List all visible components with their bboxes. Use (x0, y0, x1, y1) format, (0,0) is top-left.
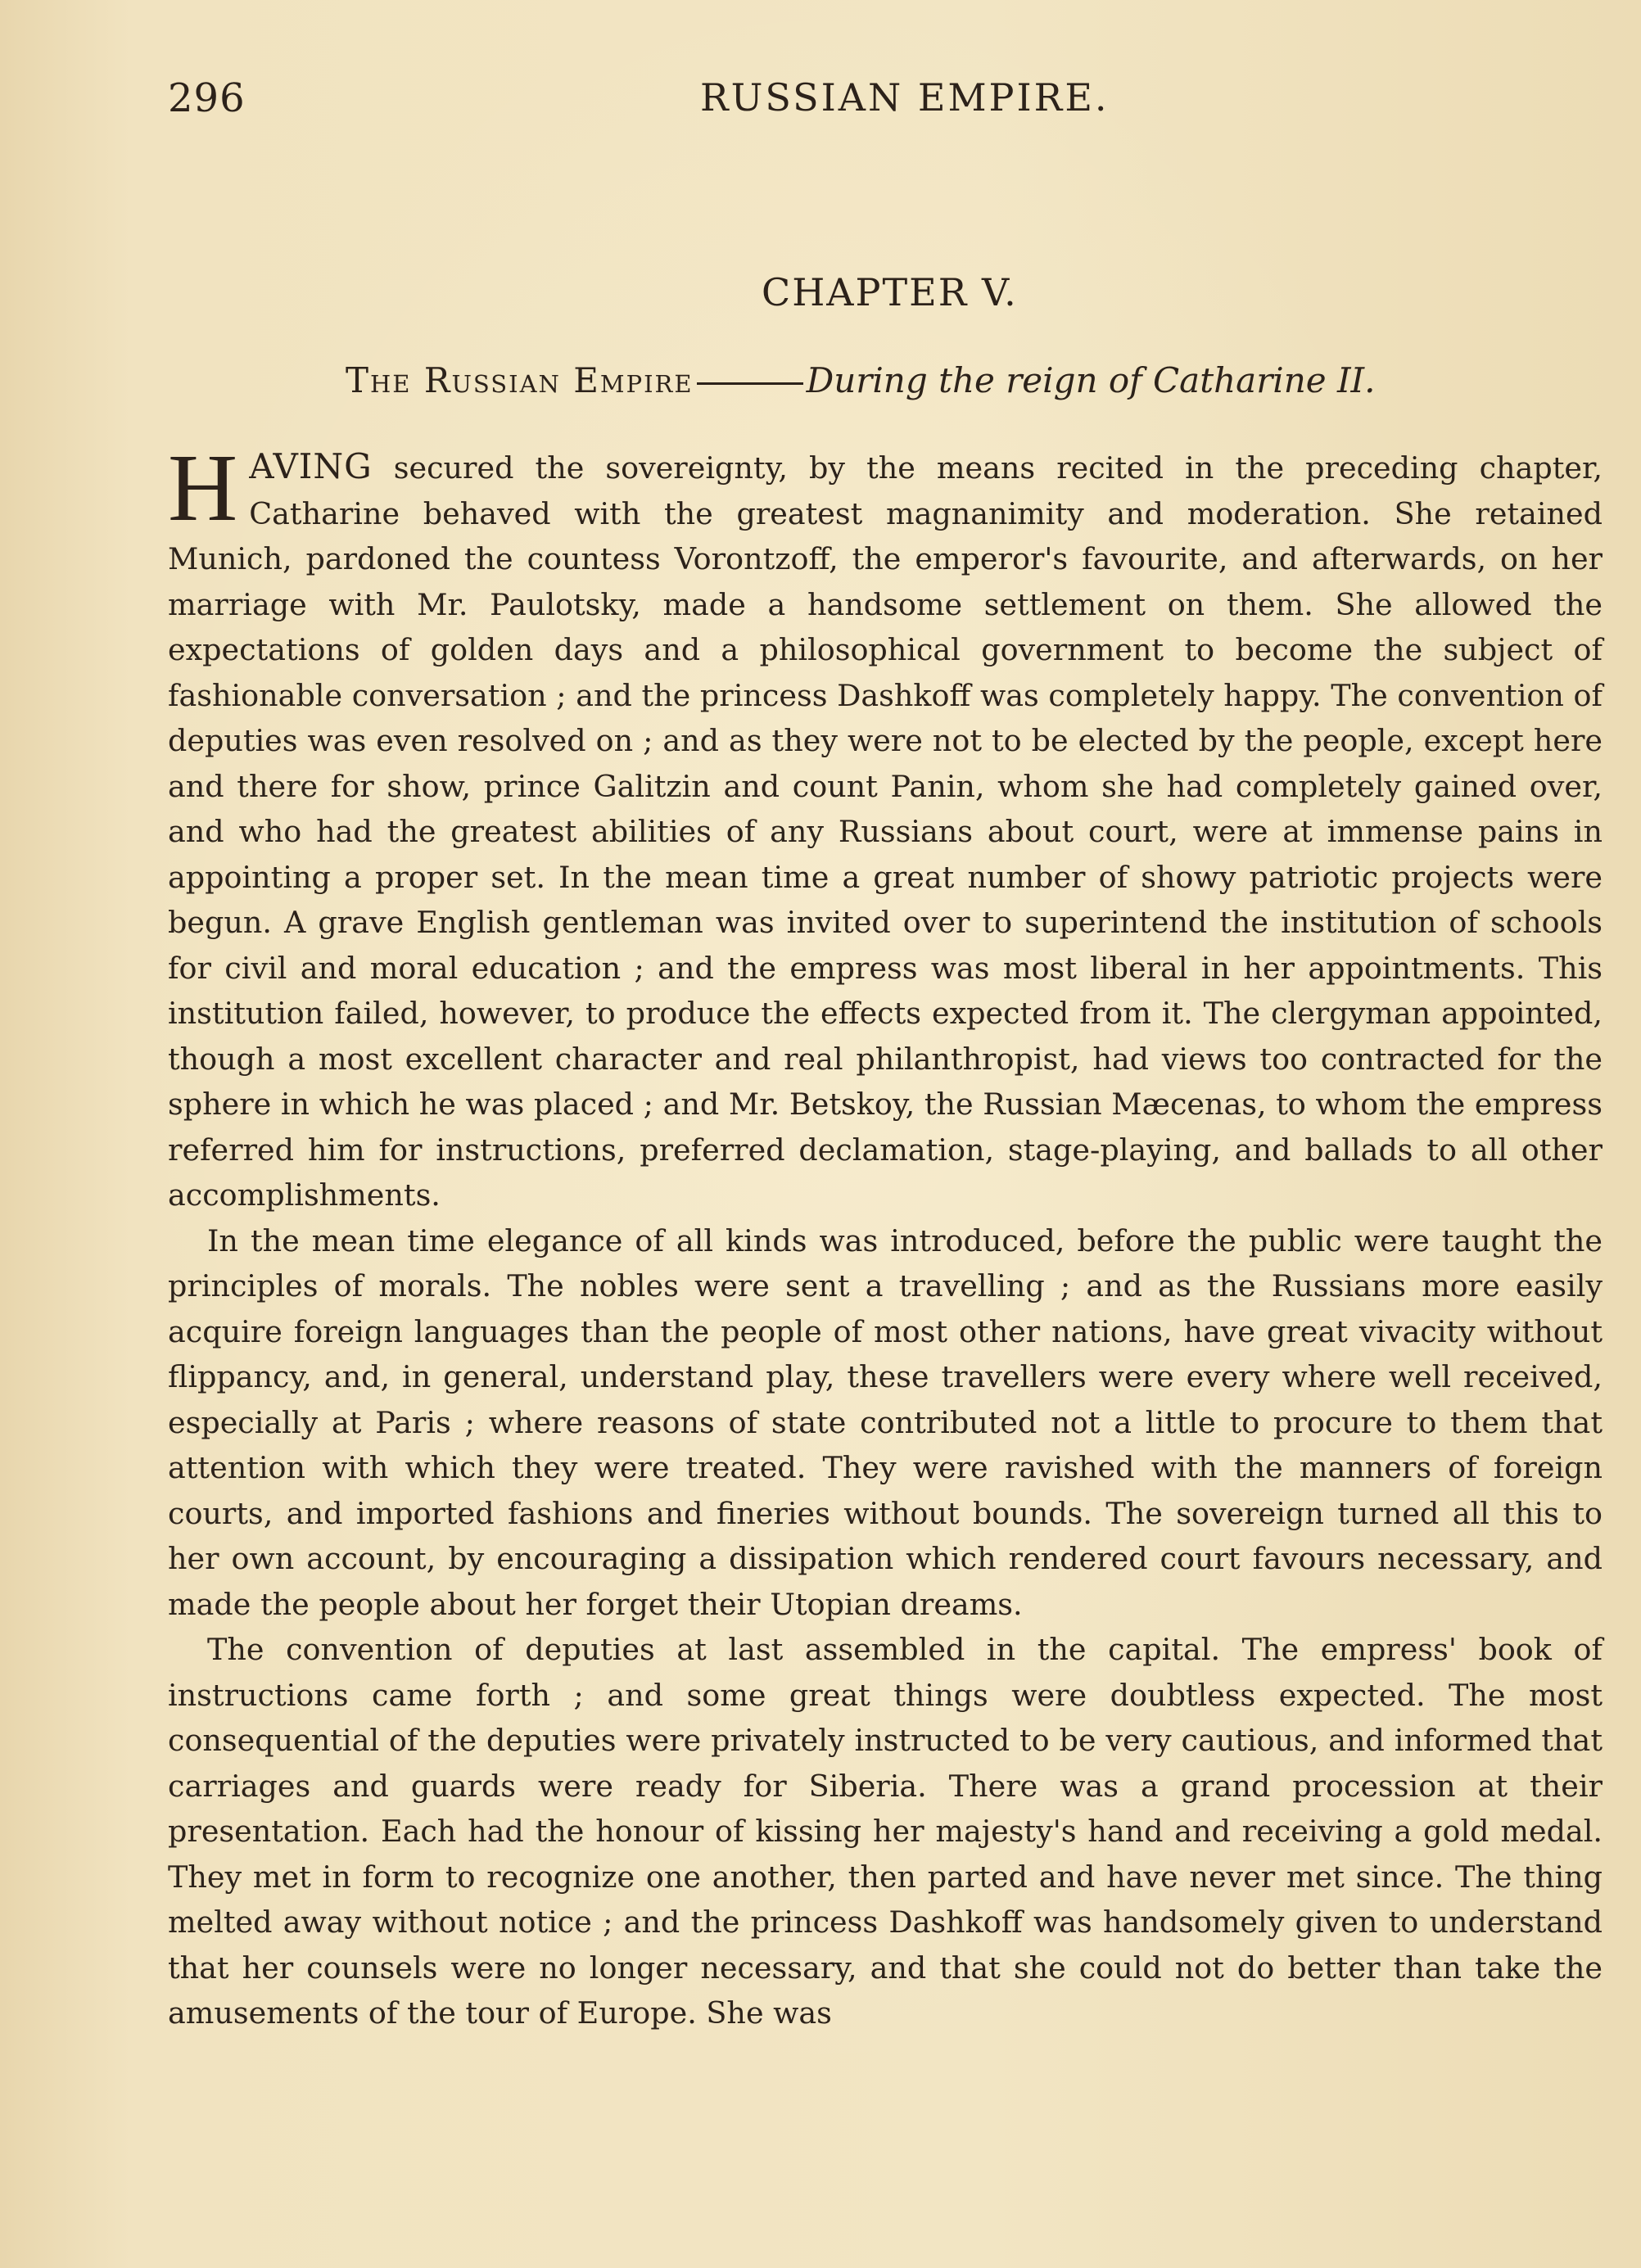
body-text (168, 434, 1603, 2036)
paragraph-2: In the mean time elegance of all kinds was introduced, before the public were taught the principles of morals. The nobles were sent a travelling ; and as the Russians more easily acquire foreign languages than the people of most other nations, have great vivacity without flippancy, and, in general, understand play, these travellers were every where well received, especially at Paris ; where reasons of state contributed not a little to procure to them that attention with which they were treated. They were ravished with the manners of foreign courts, and imported fashions and fineries without bounds. The sovereign turned all this to her own account, by encouraging a dissipation which rendered court favours necessary, and made the people about her forget their Utopian dreams. (168, 1222, 1603, 1622)
chapter-title: CHAPTER V. (762, 270, 1018, 314)
paragraph-3: The convention of deputies at last assembled in the capital. The empress' book of instructions came forth ; and some great things were doubtless expected. The most consequential of the deputies were privately instructed to be very cautious, and informed that carriages and guards were ready for Siberia. There was a grand procession at their presentation. Each had the honour of kissing her majesty's hand and receiving a gold medal. They met in form to recognize one another, then parted and have never met since. The thing melted away without notice ; and the princess Dashkoff was handsomely given to understand that her counsels were no longer necessary, and that she could not do better than take the amusements of the tour of Europe. She was (168, 1632, 1603, 2031)
paragraph-1-lead: AVING (249, 446, 373, 486)
subtitle-dash-rule (697, 382, 803, 385)
paragraph-1 (168, 434, 1603, 1218)
running-head (168, 75, 1130, 133)
page-number: 296 (168, 75, 246, 121)
paragraph-1-text: secured the sovereignty, by the means recited in the preceding chapter, Catharine behaved with the greatest magnanimity and moderation. She retained Munich, pardoned the countess Vorontzoff, the emperor's favourite, and afterwards, on her marriage with Mr. Paulotsky, made a handsome settlement on them. She allowed the expectations of golden days and a philosophical government to become the subject of fashionable conversation ; and the princess Dashkoff was completely happy. The convention of deputies was even resolved on ; and as they were not to be elected by the people, except here and there for show, prince Galitzin and count Panin, whom she had completely gained over, and who had the greatest abilities of any Russians about court, were at immense pains in appointing a proper set. In the mean time a great number of showy patriotic projects were begun. A grave English gentleman was invited over to superintend the institution of schools for civil and moral education ; and the empress was most liberal in her appointments. This institution failed, however, to produce the effects expected from it. The clergyman appointed, though a most excellent character and real philanthropist, had views too contracted for the sphere in which he was placed ; and Mr. Betskoy, the Russian Mæcenas, to whom the empress referred him for instructions, preferred declamation, stage-playing, and ballads to all other accomplishments. (168, 450, 1603, 1213)
chapter-subtitle-lead: The Russian Empire (346, 360, 694, 400)
chapter-subtitle-rest: During the reign of Catharine II. (806, 360, 1376, 400)
running-title: RUSSIAN EMPIRE. (700, 75, 1110, 120)
chapter-subtitle (346, 360, 1376, 400)
drop-cap: H (168, 434, 238, 541)
